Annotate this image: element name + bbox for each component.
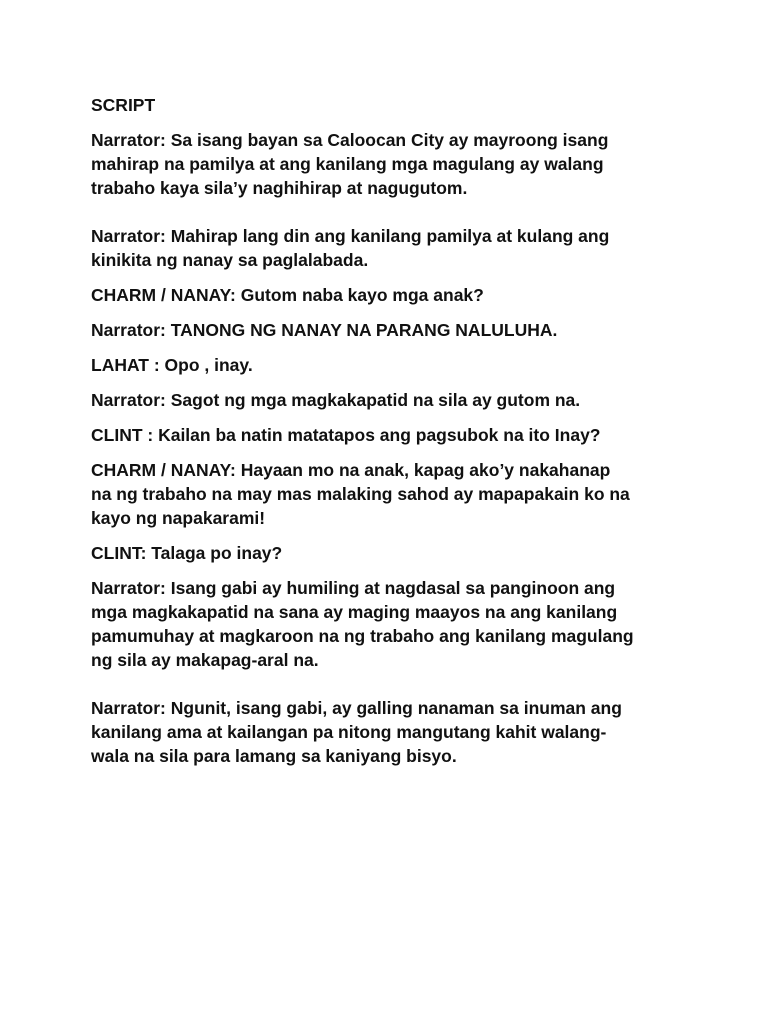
paragraph-line: CHARM / NANAY: Gutom naba kayo mga anak? (91, 285, 484, 305)
script-content (91, 93, 691, 779)
paragraph-line: kanilang ama at kailangan pa nitong mangutang kahit walang- (91, 722, 607, 742)
document-title (91, 93, 691, 117)
paragraph-8 (91, 458, 691, 530)
paragraph-2 (91, 224, 691, 272)
paragraph-line: na ng trabaho na may mas malaking sahod ay mapapakain ko na (91, 484, 630, 504)
paragraph-line: ng sila ay makapag-aral na. (91, 650, 319, 670)
paragraph-11 (91, 696, 691, 768)
paragraph-line: CLINT: Talaga po inay? (91, 543, 283, 563)
paragraph-line: trabaho kaya sila’y naghihirap at nagugutom. (91, 178, 468, 198)
paragraph-line: mahirap na pamilya at ang kanilang mga magulang ay walang (91, 154, 604, 174)
paragraph-line: LAHAT : Opo , inay. (91, 355, 253, 375)
paragraph-line: kayo ng napakarami! (91, 508, 266, 528)
paragraph-line: Narrator: Ngunit, isang gabi, ay galling nanaman sa inuman ang (91, 698, 622, 718)
paragraph-line: Narrator: Isang gabi ay humiling at nagdasal sa panginoon ang (91, 578, 616, 598)
paragraph-1 (91, 128, 691, 200)
paragraph-line: Narrator: Mahirap lang din ang kanilang pamilya at kulang ang (91, 226, 610, 246)
paragraph-line: mga magkakapatid na sana ay maging maayos na ang kanilang (91, 602, 618, 622)
paragraph-5 (91, 353, 691, 377)
paragraph-line: Narrator: TANONG NG NANAY NA PARANG NALULUHA. (91, 320, 558, 340)
title-line: SCRIPT (91, 95, 156, 115)
paragraph-line: Narrator: Sagot ng mga magkakapatid na sila ay gutom na. (91, 390, 581, 410)
paragraph-9 (91, 541, 691, 565)
paragraph-line: pamumuhay at magkaroon na ng trabaho ang kanilang magulang (91, 626, 634, 646)
paragraph-6 (91, 388, 691, 412)
paragraph-line: kinikita ng nanay sa paglalabada. (91, 250, 369, 270)
paragraph-line: CHARM / NANAY: Hayaan mo na anak, kapag ako’y nakahanap (91, 460, 611, 480)
paragraph-4 (91, 318, 691, 342)
paragraph-line: CLINT : Kailan ba natin matatapos ang pagsubok na ito Inay? (91, 425, 601, 445)
paragraph-line: Narrator: Sa isang bayan sa Caloocan City ay mayroong isang (91, 130, 609, 150)
paragraph-line: wala na sila para lamang sa kaniyang bisyo. (91, 746, 457, 766)
paragraph-3 (91, 283, 691, 307)
paragraph-10 (91, 576, 691, 672)
paragraph-7 (91, 423, 691, 447)
